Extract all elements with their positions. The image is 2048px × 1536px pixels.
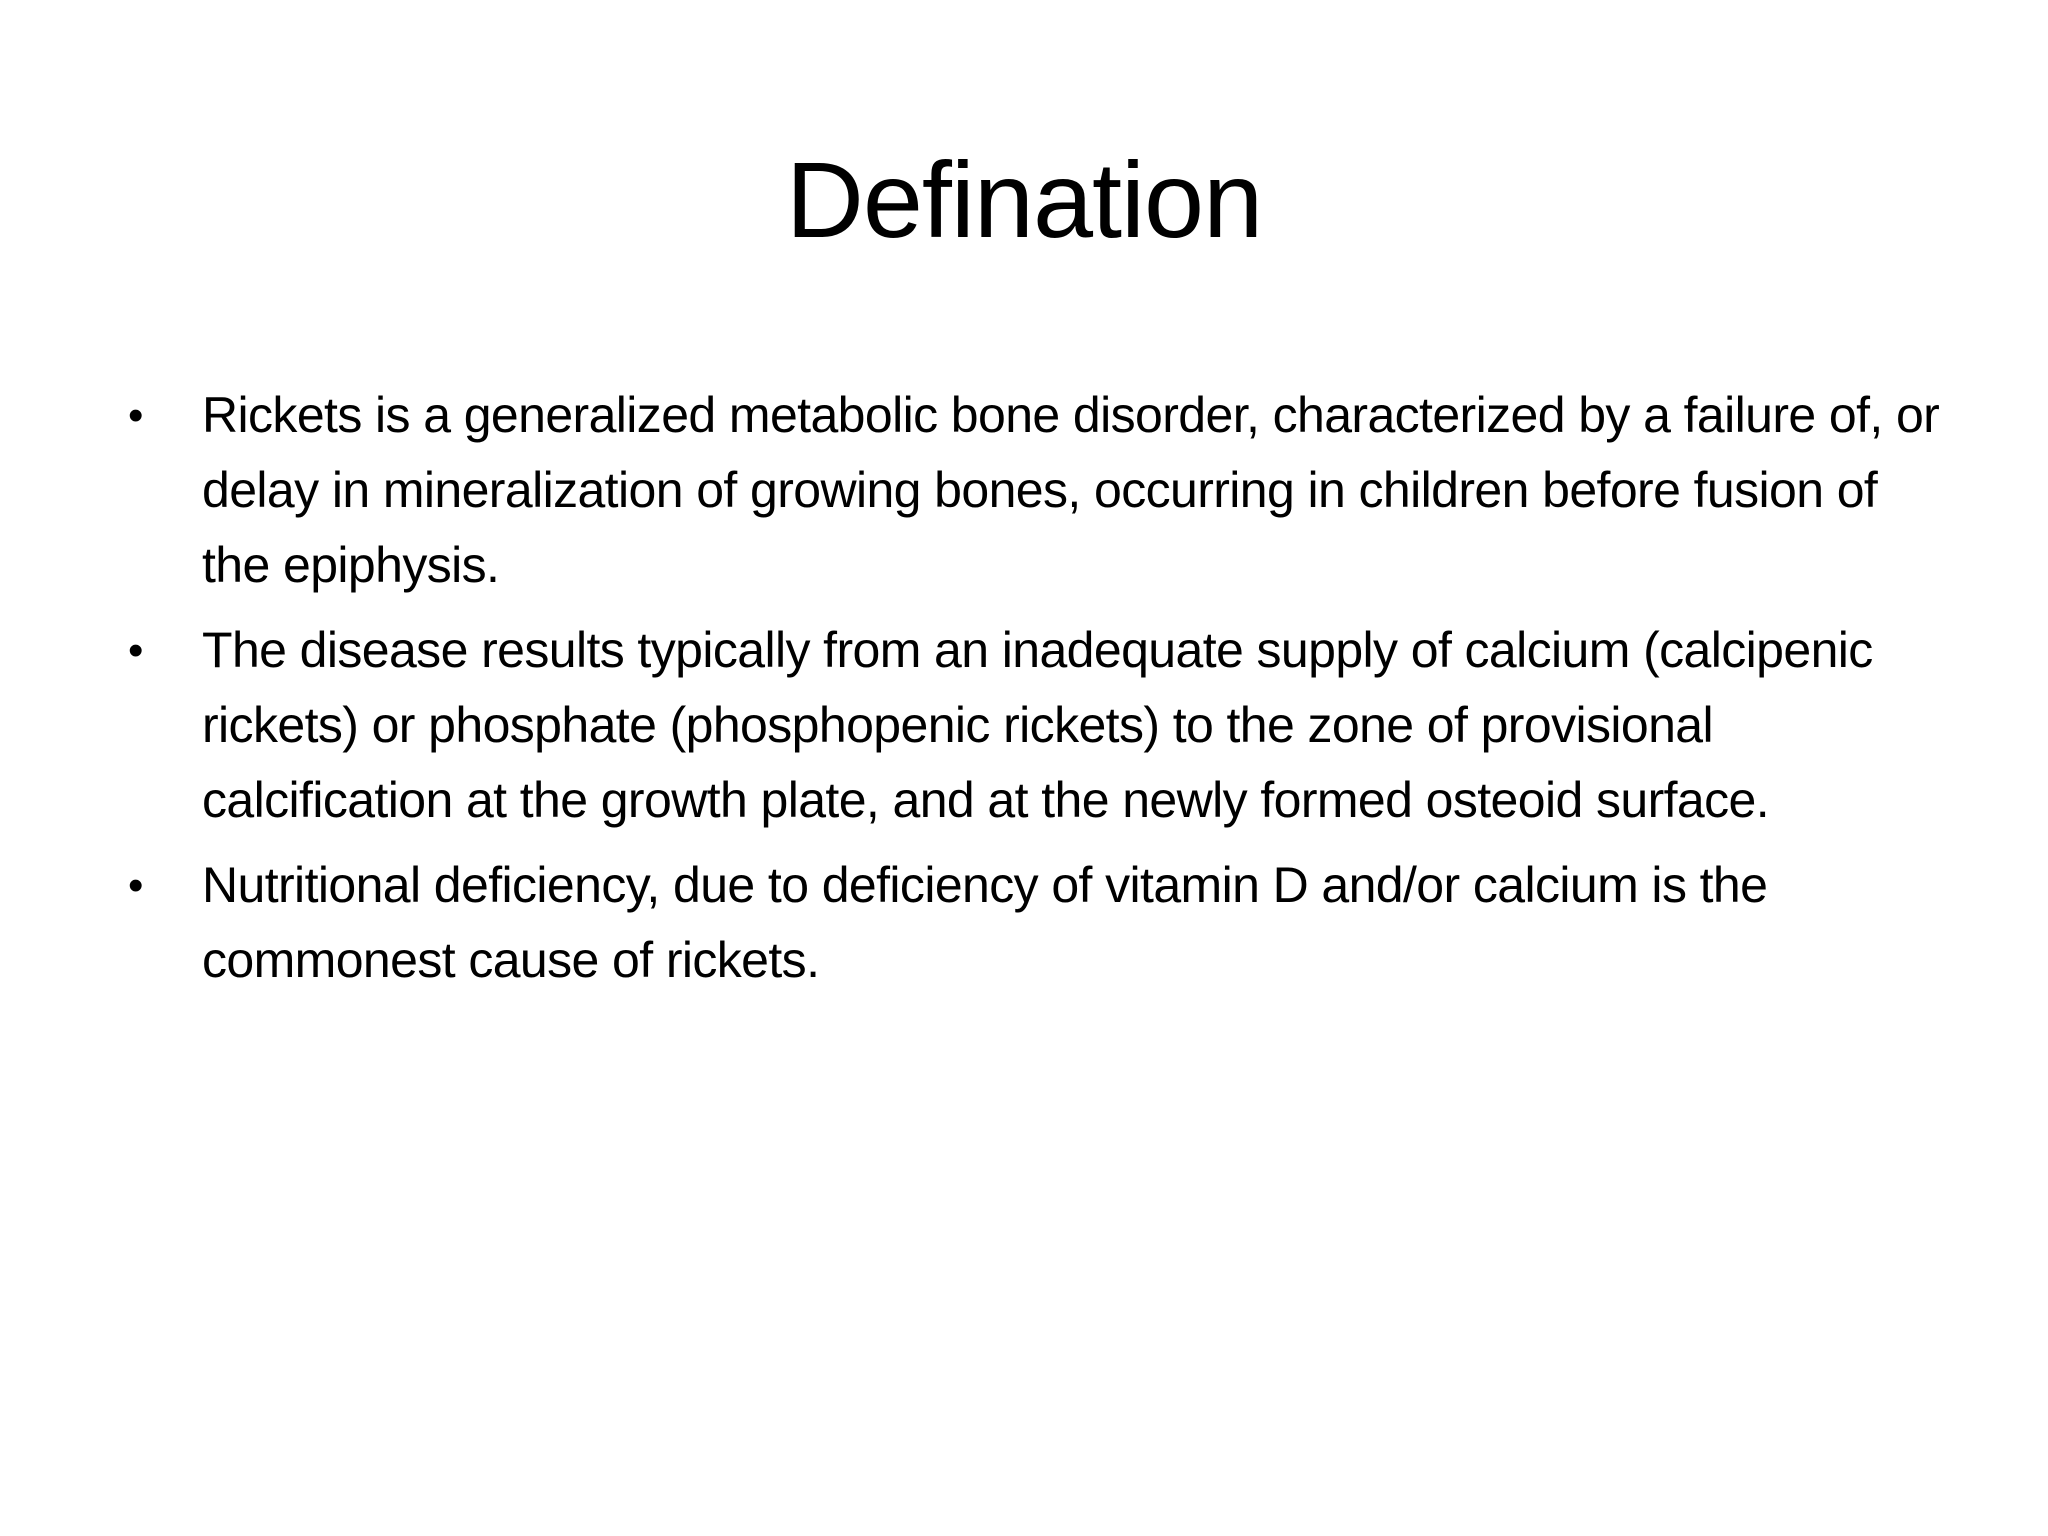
bullet-item: [128, 378, 1948, 603]
bullet-list: [128, 378, 1948, 1008]
bullet-item: [128, 613, 1948, 838]
bullet-dot-icon: •: [128, 861, 143, 910]
bullet-text: Nutritional deficiency, due to deficiency of vitamin D and/or calcium is the commonest cause of rickets.: [202, 857, 1768, 988]
bullet-dot-icon: •: [128, 626, 143, 675]
bullet-dot-icon: •: [128, 391, 143, 440]
bullet-item: [128, 848, 1948, 998]
bullet-text: Rickets is a generalized metabolic bone disorder, characterized by a failure of, or delay in mineralization of growing bones, occurring in children before fusion of the epiphysis.: [202, 387, 1940, 593]
bullet-text: The disease results typically from an inadequate supply of calcium (calcipenic rickets) or phosphate (phosphopenic rickets) to the zone of provisional calcification at the growth plate, and at the newly formed osteoid surface.: [202, 622, 1873, 828]
slide-title: Defination: [785, 139, 1263, 260]
